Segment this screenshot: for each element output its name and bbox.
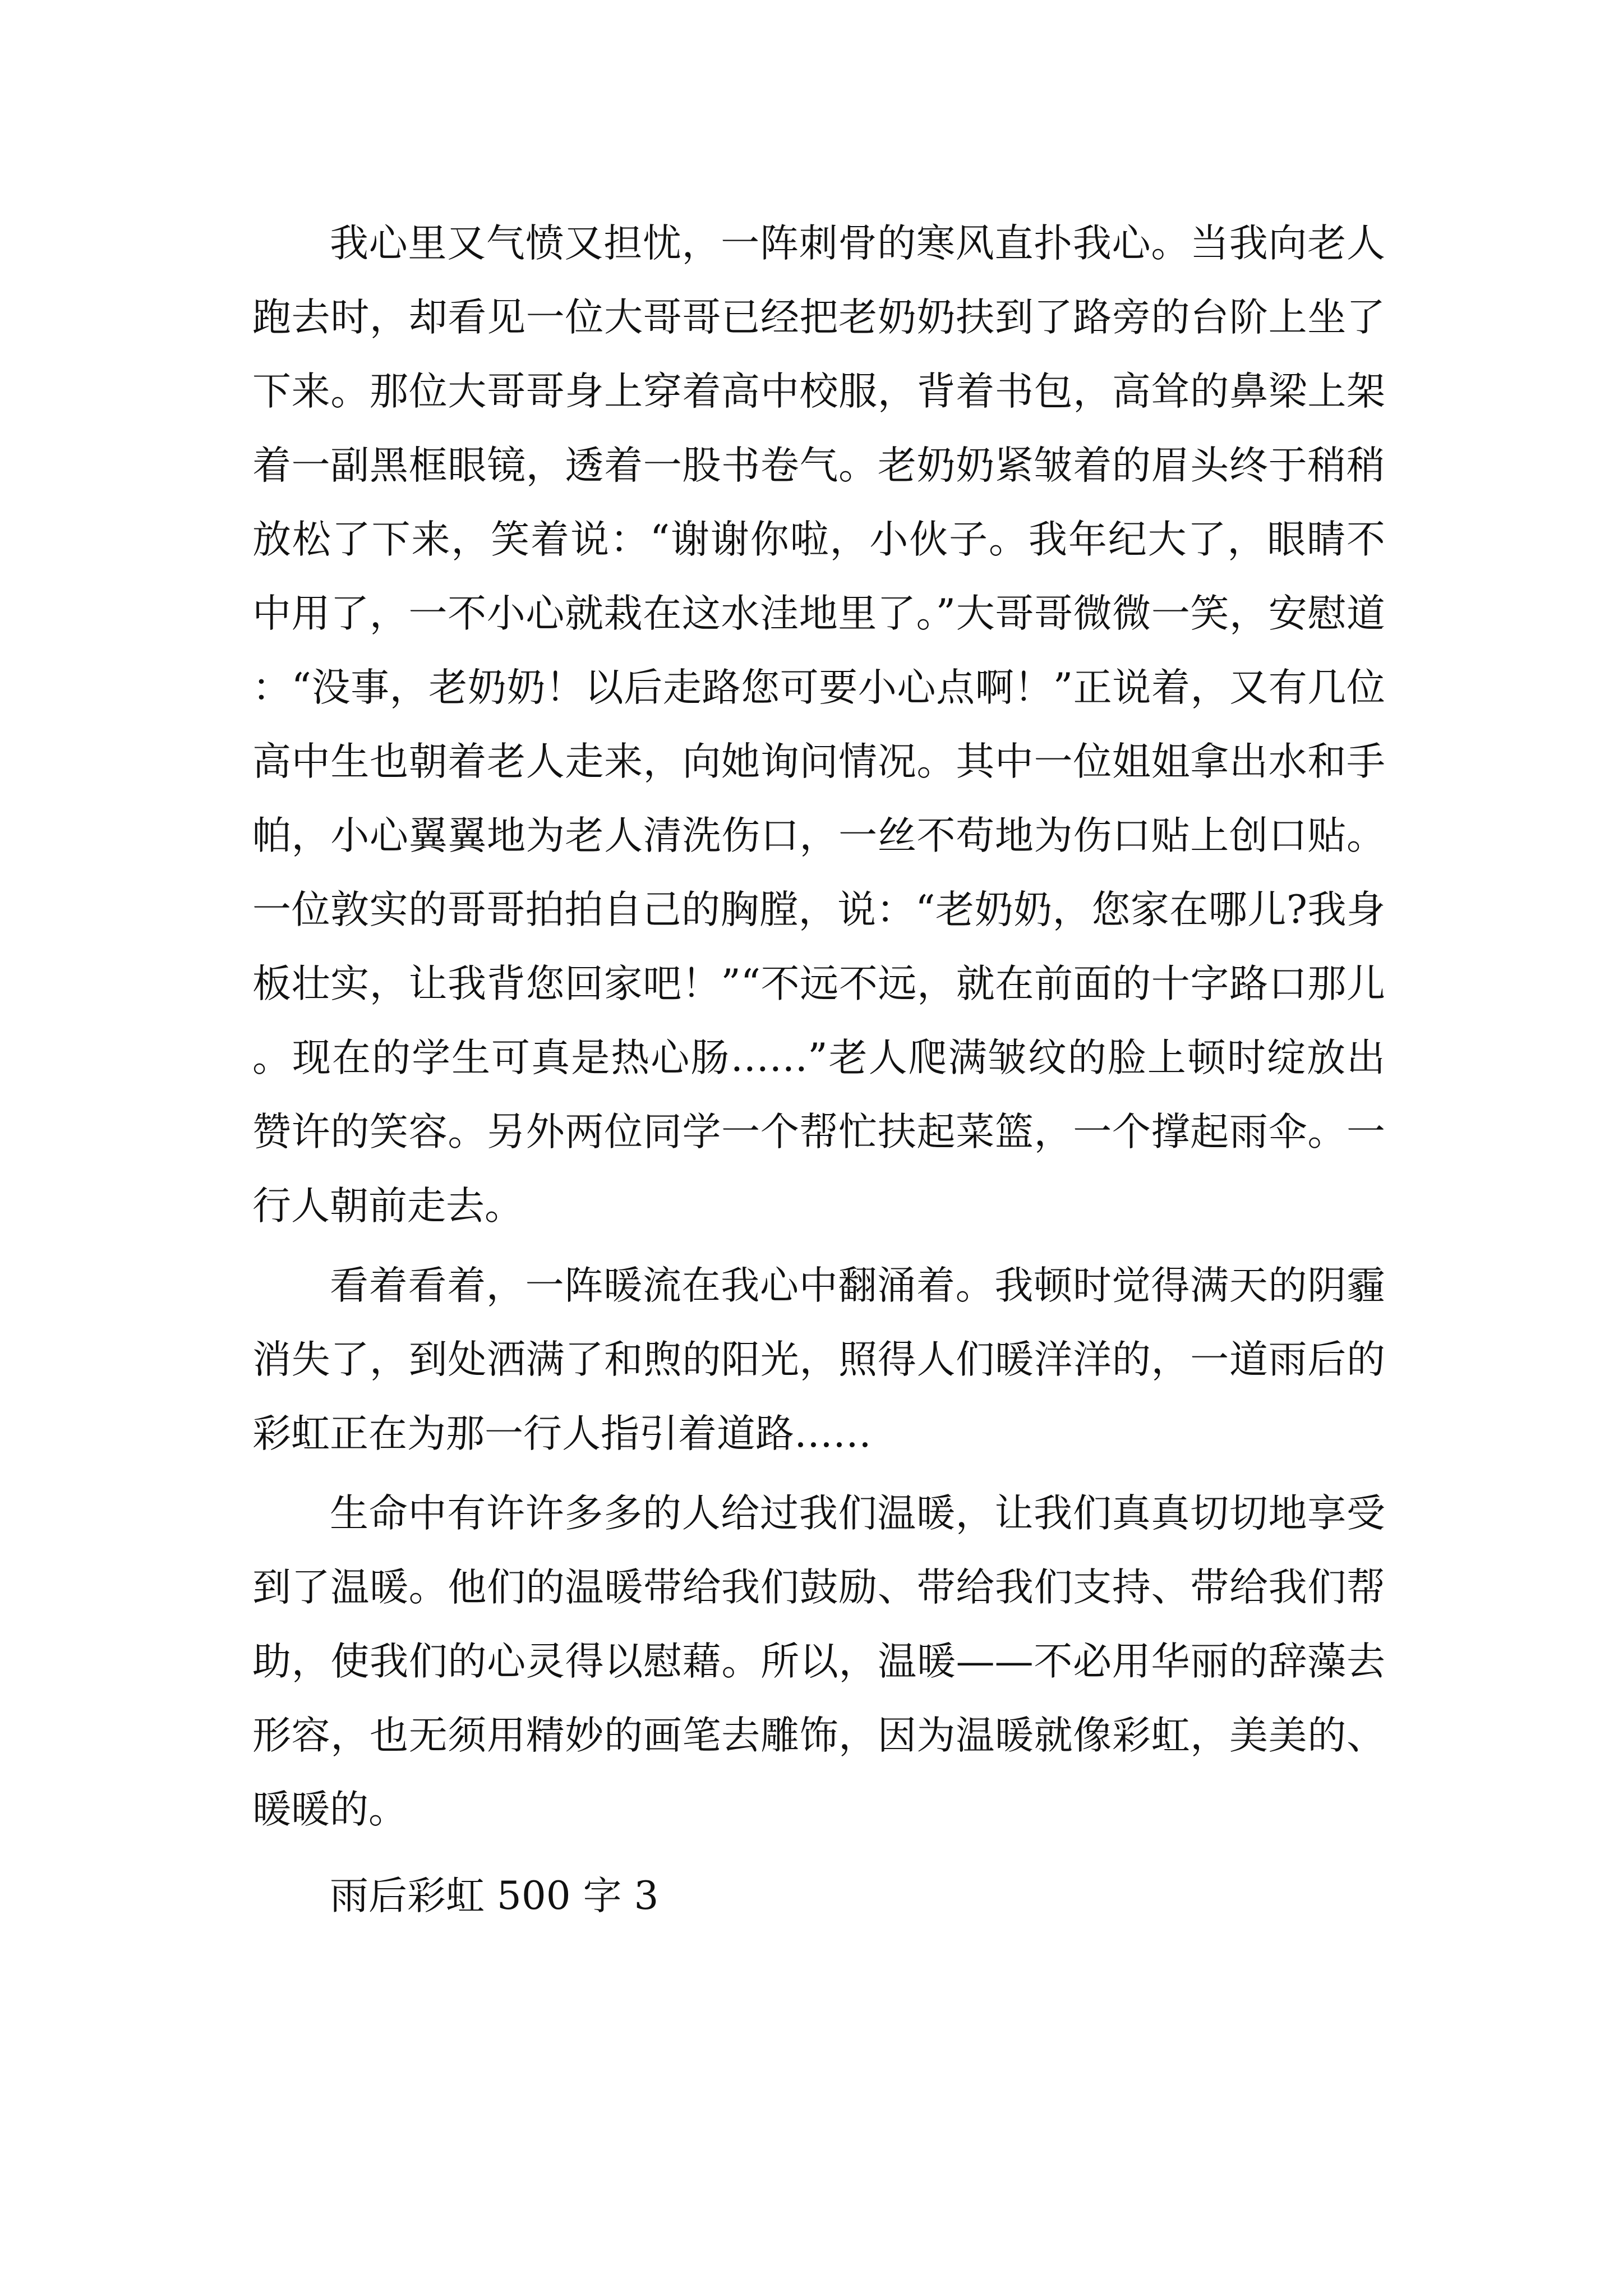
paragraph-conclusion: 生命中有许许多多的人给过我们温暖，让我们真真切切地享受到了温暖。他们的温暖带给我们鼓励、带给我们支持、带给我们帮助，使我们的心灵得以慰藉。所以，温暖——不必用华丽的辞藻去形容，也无须用精妙的画笔去雕饰，因为温暖就像彩虹，美美的、暖暖的。 bbox=[252, 1491, 1385, 1832]
paragraph-story: 我心里又气愤又担忧，一阵刺骨的寒风直扑我心。当我向老人跑去时，却看见一位大哥哥已经把老奶奶扶到了路旁的台阶上坐了下来。那位大哥哥身上穿着高中校服，背着书包，高耸的鼻梁上架着一副黑框眼镜，透着一股书卷气。老奶奶紧皱着的眉头终于稍稍放松了下来，笑着说：“谢谢你啦，小伙子。我年纪大了，眼睛不中用了，一不小心就栽在这水洼地里了。”大哥哥微微一笑，安慰道：“没事，老奶奶！以后走路您可要小心点啊！”正说着，又有几位高中生也朝着老人走来，向她询问情况。其中一位姐姐拿出水和手帕，小心翼翼地为老人清洗伤口，一丝不苟地为伤口贴上创口贴。一位敦实的哥哥拍拍自己的胸膛，说：“老奶奶，您家在哪儿?我身板壮实，让我背您回家吧！”“不远不远，就在前面的十字路口那儿。现在的学生可真是热心肠……”老人爬满皱纹的脸上顿时绽放出赞许的笑容。另外两位同学一个帮忙扶起菜篮，一个撑起雨伞。一行人朝前走去。 bbox=[252, 221, 1385, 1228]
paragraph-warmth: 看着看着，一阵暖流在我心中翻涌着。我顿时觉得满天的阴霾消失了，到处洒满了和煦的阳光，照得人们暖洋洋的，一道雨后的彩虹正在为那一行人指引着道路…… bbox=[252, 1263, 1385, 1456]
section-heading: 雨后彩虹 500 字 3 bbox=[330, 1874, 659, 1918]
document-body bbox=[252, 206, 1385, 1939]
